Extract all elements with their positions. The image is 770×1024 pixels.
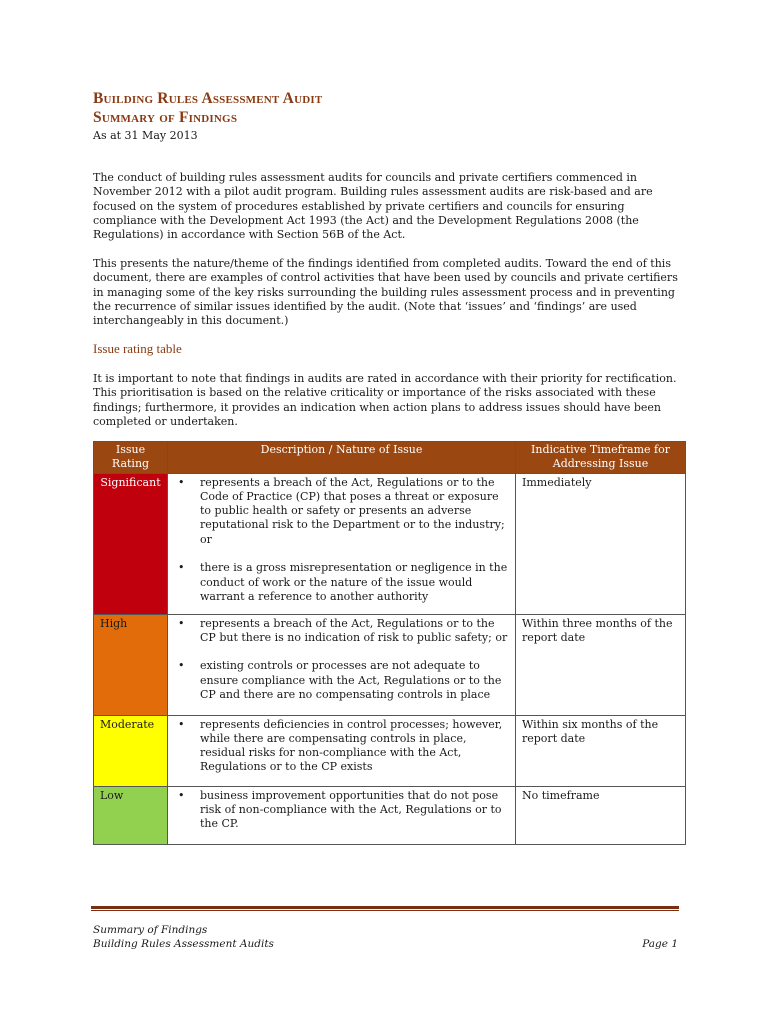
bullet-icon: • [178,616,185,630]
table-row [94,614,686,715]
description-cell [168,614,516,715]
intro-paragraph-1: The conduct of building rules assessment audits for councils and private certifiers commenced in November 2012 with a pilot audit program. Building rules assessment audits are risk-based and are focused on the system of procedures established by private certifiers and councils for ensuring compliance with the Development Act 1993 (the Act) and the Development Regulations 2008 (the Regulations) in accordance with Section 56B of the Act. [93,171,653,242]
timeframe-cell: Within three months of the report date [516,614,686,715]
list-item [178,616,509,646]
footer-divider-thin [91,910,679,911]
description-text: represents a breach of the Act, Regulations or to the Code of Practice (CP) that poses a threat or exposure to public health or safety or presents an adverse reputational risk to the Department or to the industry; or [200,475,505,546]
footer-divider [91,906,679,909]
bullet-icon: • [178,659,185,673]
as-at-date: As at 31 May 2013 [93,129,198,142]
footer-document-subtitle: Building Rules Assessment Audits [93,938,274,950]
description-cell [168,715,516,786]
footer-document-title: Summary of Findings [93,924,208,936]
intro-paragraph-2: This presents the nature/theme of the findings identified from completed audits. Toward the end of this document, there are examples of control activities that have been used by councils and private certifiers in managing some of the key risks surrounding the building rules assessment process and in preventing the recurrence of similar issues identified by the audit. (Note that ‘issues’ and ‘findings’ are used interchangeably in this document.) [93,257,678,328]
rating-significant: Significant [94,473,168,614]
document-title: Building Rules Assessment Audit [93,90,323,107]
list-item [178,788,509,832]
header-issue-rating: Issue Rating [94,442,168,474]
description-text: represents a breach of the Act, Regulations or to the CP but there is no indication of risk to public safety; or [200,616,508,644]
issue-rating-heading: Issue rating table [93,341,182,356]
description-text: represents deficiencies in control processes; however, while there are compensating controls in place, residual risks for non-compliance with the Act, Regulations or to the CP exists [200,717,503,774]
table-row [94,786,686,844]
issue-rating-table [93,441,686,845]
header-timeframe: Indicative Timeframe for Addressing Issue [516,442,686,474]
rating-low: Low [94,786,168,844]
rating-high: High [94,614,168,715]
table-header-row [94,442,686,474]
list-item [178,659,509,702]
document-subtitle: Summary of Findings [93,109,238,126]
bullet-icon: • [178,561,185,575]
description-text: existing controls or processes are not adequate to ensure compliance with the Act, Regulations or to the CP and there are no compensating controls in place [200,659,502,702]
description-text: there is a gross misrepresentation or negligence in the conduct of work or the nature of the issue would warrant a reference to another authority [200,561,508,603]
bullet-icon: • [178,788,185,802]
bullet-icon: • [178,717,185,731]
description-text: business improvement opportunities that do not pose risk of non-compliance with the Act, Regulations or to the CP. [200,788,502,831]
rating-moderate: Moderate [94,715,168,786]
header-description: Description / Nature of Issue [168,442,516,474]
table-row [94,473,686,614]
list-item [178,717,509,775]
timeframe-cell: Immediately [516,473,686,614]
list-item [178,561,509,604]
timeframe-cell: No timeframe [516,786,686,844]
table-row [94,715,686,786]
list-item [178,475,509,547]
bullet-icon: • [178,475,185,489]
issue-rating-paragraph: It is important to note that findings in audits are rated in accordance with their priority for rectification. This prioritisation is based on the relative criticality or importance of the risks associated with these findings; furthermore, it provides an indication when action plans to address issues should have been completed or undertaken. [93,372,677,428]
description-cell [168,473,516,614]
page-number: Page 1 [642,938,678,950]
timeframe-cell: Within six months of the report date [516,715,686,786]
description-cell [168,786,516,844]
